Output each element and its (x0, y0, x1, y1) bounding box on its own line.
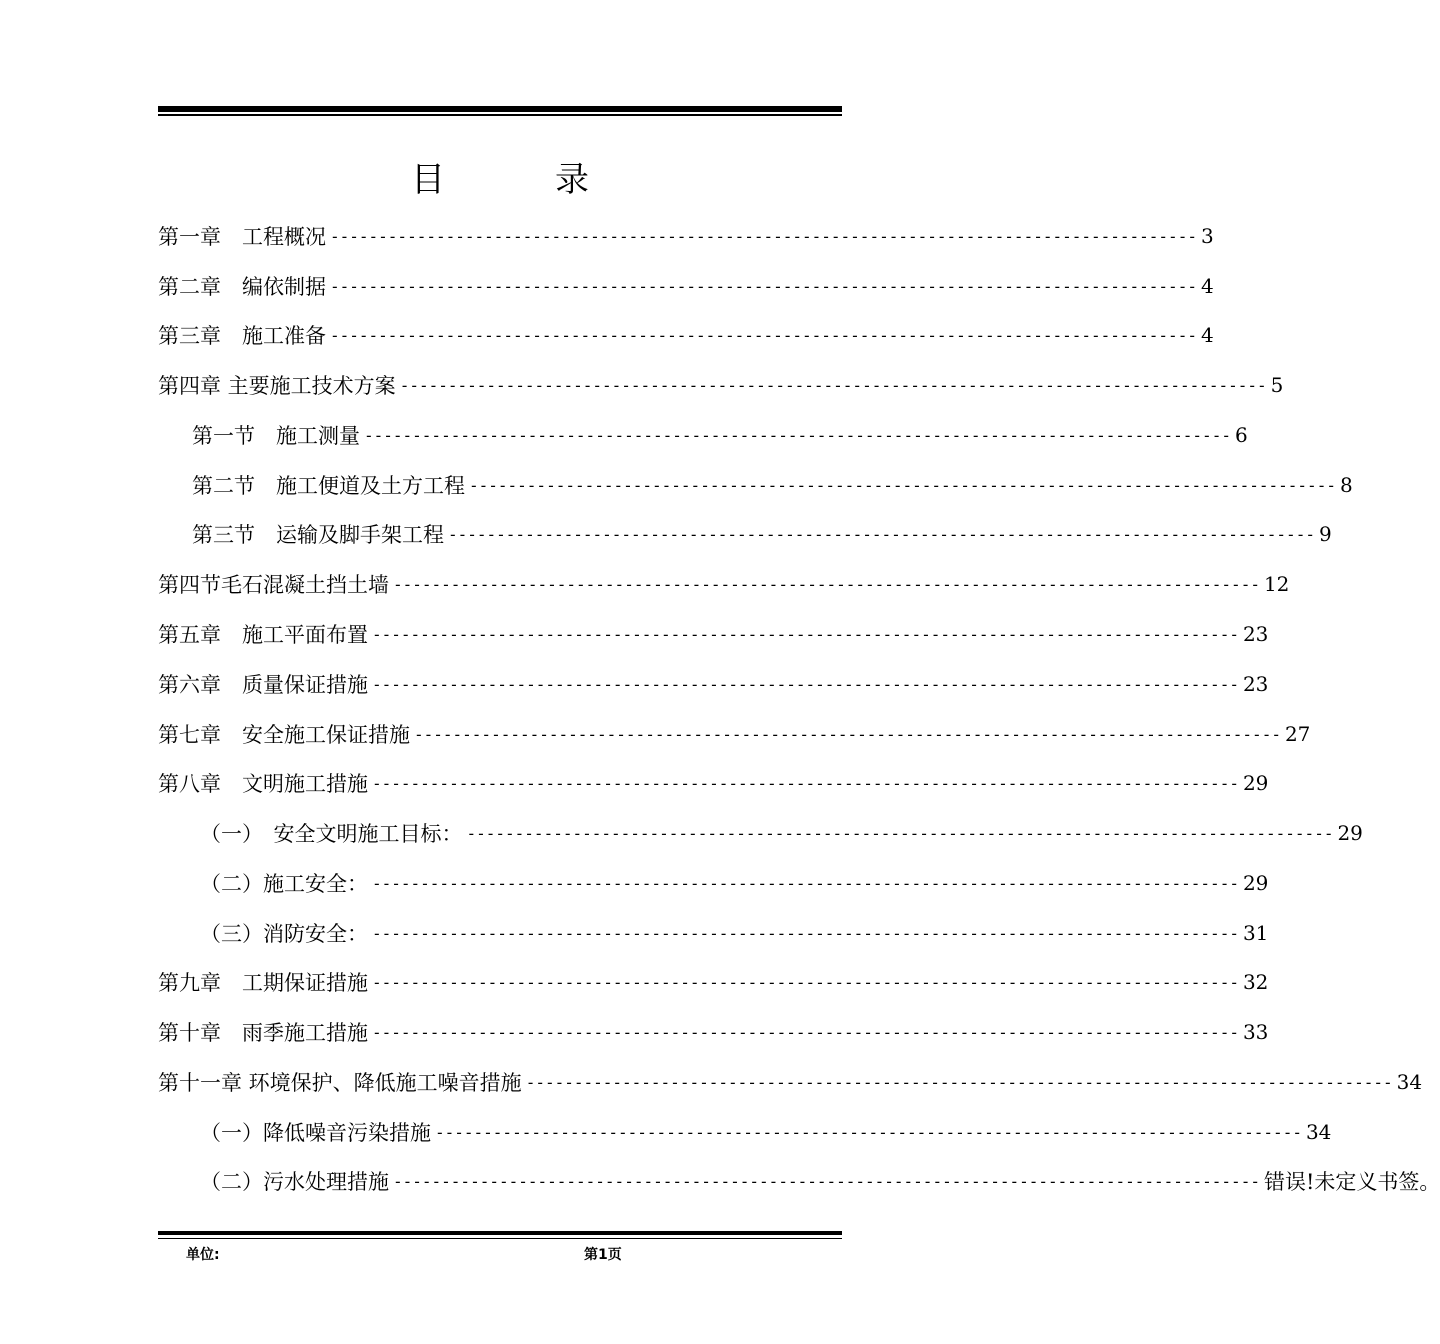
toc-entry[interactable] (158, 620, 1269, 648)
toc-leader: ------------------------------------------------------------------------------------------ (372, 1022, 1239, 1042)
toc-entry[interactable] (200, 819, 1363, 847)
toc-entry-page: 3 (1200, 224, 1214, 248)
toc-entry-label: （二）污水处理措施 (200, 1170, 389, 1194)
toc-entry-page: 32 (1242, 970, 1269, 994)
toc-entry-label: 第三节 运输及脚手架工程 (192, 523, 444, 547)
toc-leader: ------------------------------------------------------------------------------------------ (372, 674, 1239, 694)
toc-entry-label: （一） 安全文明施工目标： (200, 822, 463, 846)
toc-entry-page: 29 (1242, 871, 1269, 895)
toc-entry-label: （一）降低噪音污染措施 (200, 1121, 431, 1145)
toc-entry-page: 34 (1305, 1120, 1332, 1144)
toc-entry[interactable] (158, 1018, 1269, 1046)
toc-entry[interactable] (158, 670, 1269, 698)
toc-entry[interactable] (158, 371, 1284, 399)
toc-entry[interactable] (158, 570, 1290, 598)
toc-leader: ------------------------------------------------------------------------------------------ (330, 226, 1197, 246)
toc-leader: ------------------------------------------------------------------------------------------ (372, 624, 1239, 644)
toc-entry[interactable] (192, 471, 1353, 499)
toc-entry-label: 第六章 质量保证措施 (158, 673, 368, 697)
toc-entry-label: 第一节 施工测量 (192, 424, 360, 448)
toc-entry-label: 第九章 工期保证措施 (158, 971, 368, 995)
toc-entry[interactable] (158, 222, 1214, 250)
toc-entry[interactable] (158, 321, 1214, 349)
toc-entry-page: 27 (1284, 722, 1311, 746)
toc-leader: ------------------------------------------------------------------------------------------ (466, 823, 1334, 843)
header-rule-thick (158, 106, 842, 112)
toc-entry-page: 12 (1263, 572, 1290, 596)
toc-leader: ------------------------------------------------------------------------------------------ (364, 425, 1231, 445)
toc-entry-page: 6 (1234, 423, 1248, 447)
toc-entry[interactable] (200, 1167, 1440, 1195)
toc-entry-page: 9 (1318, 522, 1332, 546)
toc-entry-label: （三）消防安全： (200, 922, 368, 946)
toc-leader: ------------------------------------------------------------------------------------------ (330, 325, 1197, 345)
toc-leader: ------------------------------------------------------------------------------------------ (393, 1171, 1260, 1191)
toc-leader: ------------------------------------------------------------------------------------------ (372, 972, 1239, 992)
toc-entry-label: 第二章 编依制据 (158, 275, 326, 299)
page-title (158, 152, 842, 201)
toc-entry-label: 第十一章 环境保护、降低施工噪音措施 (158, 1071, 522, 1095)
toc-entry-label: 第一章 工程概况 (158, 225, 326, 249)
toc-leader: ------------------------------------------------------------------------------------------ (448, 524, 1315, 544)
toc-entry[interactable] (192, 421, 1248, 449)
header-rule-thin (158, 114, 842, 116)
toc-entry[interactable] (200, 869, 1269, 897)
toc-entry-label: 第七章 安全施工保证措施 (158, 723, 410, 747)
toc-entry-label: 第五章 施工平面布置 (158, 623, 368, 647)
toc-entry-page: 33 (1242, 1020, 1269, 1044)
toc-entry[interactable] (192, 520, 1332, 548)
footer-rule-thin (158, 1238, 842, 1239)
toc-entry-page: 4 (1200, 323, 1214, 347)
toc-entry-page: 23 (1242, 622, 1269, 646)
toc-entry-page: 23 (1242, 672, 1269, 696)
toc-entry-page: 29 (1337, 821, 1363, 845)
toc-entry[interactable] (158, 769, 1269, 797)
toc-entry-page: 5 (1270, 373, 1284, 397)
toc-entry[interactable] (158, 1068, 1423, 1096)
toc-entry-label: 第四章 主要施工技术方案 (158, 374, 396, 398)
toc-entry-page: 错误!未定义书签。 (1263, 1170, 1440, 1194)
toc-entry-label: 第二节 施工便道及土方工程 (192, 474, 465, 498)
toc-entry[interactable] (200, 1118, 1332, 1146)
footer-unit-label: 单位: (186, 1247, 220, 1263)
toc-entry-label: 第四节毛石混凝土挡土墙 (158, 573, 389, 597)
footer-rule-thick (158, 1231, 842, 1235)
title-char-left: 目 (411, 160, 445, 200)
toc-leader: ------------------------------------------------------------------------------------------ (372, 923, 1239, 943)
toc-leader: ------------------------------------------------------------------------------------------ (399, 375, 1267, 395)
toc-leader: ------------------------------------------------------------------------------------------ (330, 276, 1197, 296)
toc-leader: ------------------------------------------------------------------------------------------ (414, 724, 1281, 744)
toc-leader: ------------------------------------------------------------------------------------------ (435, 1122, 1302, 1142)
toc-entry-page: 29 (1242, 771, 1269, 795)
toc-leader: ------------------------------------------------------------------------------------------ (372, 773, 1239, 793)
toc-entry[interactable] (158, 272, 1214, 300)
toc-entry[interactable] (158, 968, 1269, 996)
toc-leader: ------------------------------------------------------------------------------------------ (393, 574, 1260, 594)
toc-entry-label: （二）施工安全： (200, 872, 368, 896)
toc-entry-label: 第三章 施工准备 (158, 324, 326, 348)
toc-leader: ------------------------------------------------------------------------------------------ (372, 873, 1239, 893)
toc-entry-page: 34 (1396, 1070, 1423, 1094)
toc-entry-label: 第十章 雨季施工措施 (158, 1021, 368, 1045)
toc-entry-page: 4 (1200, 274, 1214, 298)
toc-entry[interactable] (158, 720, 1311, 748)
footer-page-number: 第1页 (584, 1247, 622, 1263)
toc-entry-page: 8 (1339, 473, 1353, 497)
toc-leader: ------------------------------------------------------------------------------------------ (525, 1072, 1393, 1092)
title-char-right: 录 (555, 160, 589, 200)
toc-entry[interactable] (200, 919, 1269, 947)
toc-entry-label: 第八章 文明施工措施 (158, 772, 368, 796)
toc-leader: ------------------------------------------------------------------------------------------ (469, 475, 1336, 495)
toc-entry-page: 31 (1242, 921, 1269, 945)
